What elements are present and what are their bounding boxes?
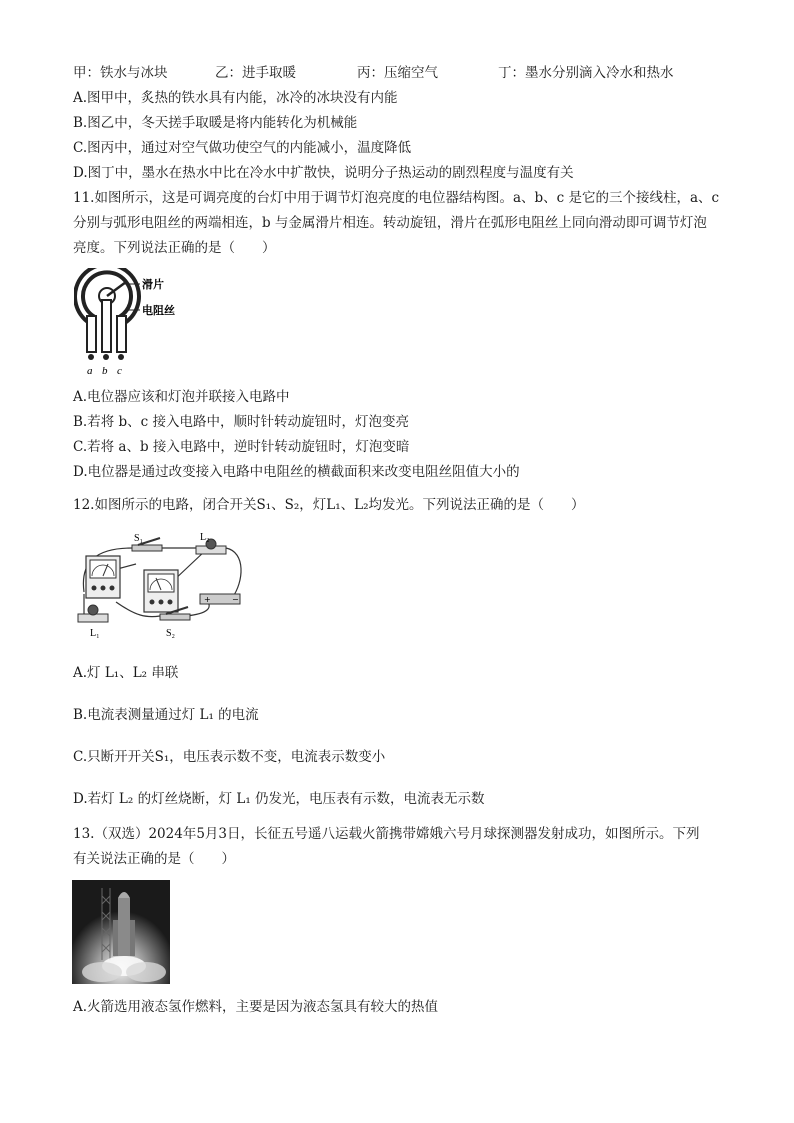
q10-label-jia: 甲：铁水与冰块 [73, 65, 168, 81]
q10-label-yi: 乙：进手取暖 [215, 65, 296, 81]
q11-option-a[interactable]: A.电位器应该和灯泡并联接入电路中 [73, 389, 290, 405]
q13-stem-line1: 13.（双选）2024年5月3日，长征五号遥八运载火箭携带嫦娥六号月球探测器发射成功，如图所示。下列 [73, 826, 700, 842]
svg-text:+: + [204, 595, 211, 604]
q10-option-d[interactable]: D.图丁中，墨水在热水中比在冷水中扩散快，说明分子热运动的剧烈程度与温度有关 [73, 165, 574, 181]
wire-label: 电阻丝 [142, 304, 175, 317]
potentiometer-figure [74, 268, 194, 380]
q11-stem-line1: 11.如图所示，这是可调亮度的台灯中用于调节灯泡亮度的电位器结构图。a、b、c 是它的三个接线柱，a、c [73, 190, 720, 206]
voltmeter [86, 556, 120, 598]
circuit-figure [76, 532, 246, 644]
slider-label: 滑片 [142, 278, 164, 291]
terminal-leg-c [117, 316, 126, 352]
l2-label: L₂ [200, 532, 210, 543]
q11-option-c[interactable]: C.若将 a、b 接入电路中，逆时针转动旋钮时，灯泡变暗 [73, 439, 410, 455]
q10-option-c[interactable]: C.图丙中，通过对空气做功使空气的内能减小，温度降低 [73, 140, 412, 156]
q13-option-a[interactable]: A.火箭选用液态氢作燃料，主要是因为液态氢具有较大的热值 [73, 999, 439, 1015]
q12-stem: 12.如图所示的电路，闭合开关S₁、S₂，灯L₁、L₂均发光。下列说法正确的是（ ） [73, 497, 585, 513]
q13-stem-line2: 有关说法正确的是（ ） [73, 851, 235, 867]
terminal-a-label: a [87, 365, 93, 377]
q11-option-b[interactable]: B.若将 b、c 接入电路中，顺时针转动旋钮时，灯泡变亮 [73, 414, 409, 430]
rocket-launch-photo [72, 880, 170, 984]
q10-figure-labels [0, 64, 794, 82]
q10-label-bing: 丙：压缩空气 [357, 65, 438, 81]
q10-option-a[interactable]: A.图甲中，炙热的铁水具有内能，冰冷的冰块没有内能 [73, 90, 398, 106]
lamp-l1 [78, 605, 108, 622]
q11-stem-line3: 亮度。下列说法正确的是（ ） [73, 240, 276, 256]
terminal-c-label: c [117, 365, 122, 377]
q12-option-b[interactable]: B.电流表测量通过灯 L₁ 的电流 [73, 707, 259, 723]
q11-stem-line2: 分别与弧形电阻丝的两端相连，b 与金属滑片相连。转动旋钮，滑片在弧形电阻丝上同向滑动即可调节灯泡 [73, 215, 707, 231]
terminal-leg-b [102, 300, 111, 352]
q12-option-d[interactable]: D.若灯 L₂ 的灯丝烧断，灯 L₁ 仍发光，电压表有示数，电流表无示数 [73, 791, 485, 807]
terminal-leg-a [87, 316, 96, 352]
q12-option-c[interactable]: C.只断开开关S₁，电压表示数不变，电流表示数变小 [73, 749, 386, 765]
s1-label: S₁ [134, 533, 144, 544]
q12-option-a[interactable]: A.灯 L₁、L₂ 串联 [73, 665, 179, 681]
s2-label: S₂ [166, 628, 176, 639]
q11-option-d[interactable]: D.电位器是通过改变接入电路中电阻丝的横截面积来改变电阻丝阻值大小的 [73, 464, 520, 480]
q10-option-b[interactable]: B.图乙中，冬天搓手取暖是将内能转化为机械能 [73, 115, 358, 131]
terminal-b-label: b [102, 365, 108, 377]
battery [200, 594, 240, 604]
ammeter [144, 570, 178, 612]
l1-label: L₁ [90, 628, 100, 639]
svg-text:−: − [232, 595, 239, 604]
q10-label-ding: 丁：墨水分别滴入冷水和热水 [498, 65, 674, 81]
